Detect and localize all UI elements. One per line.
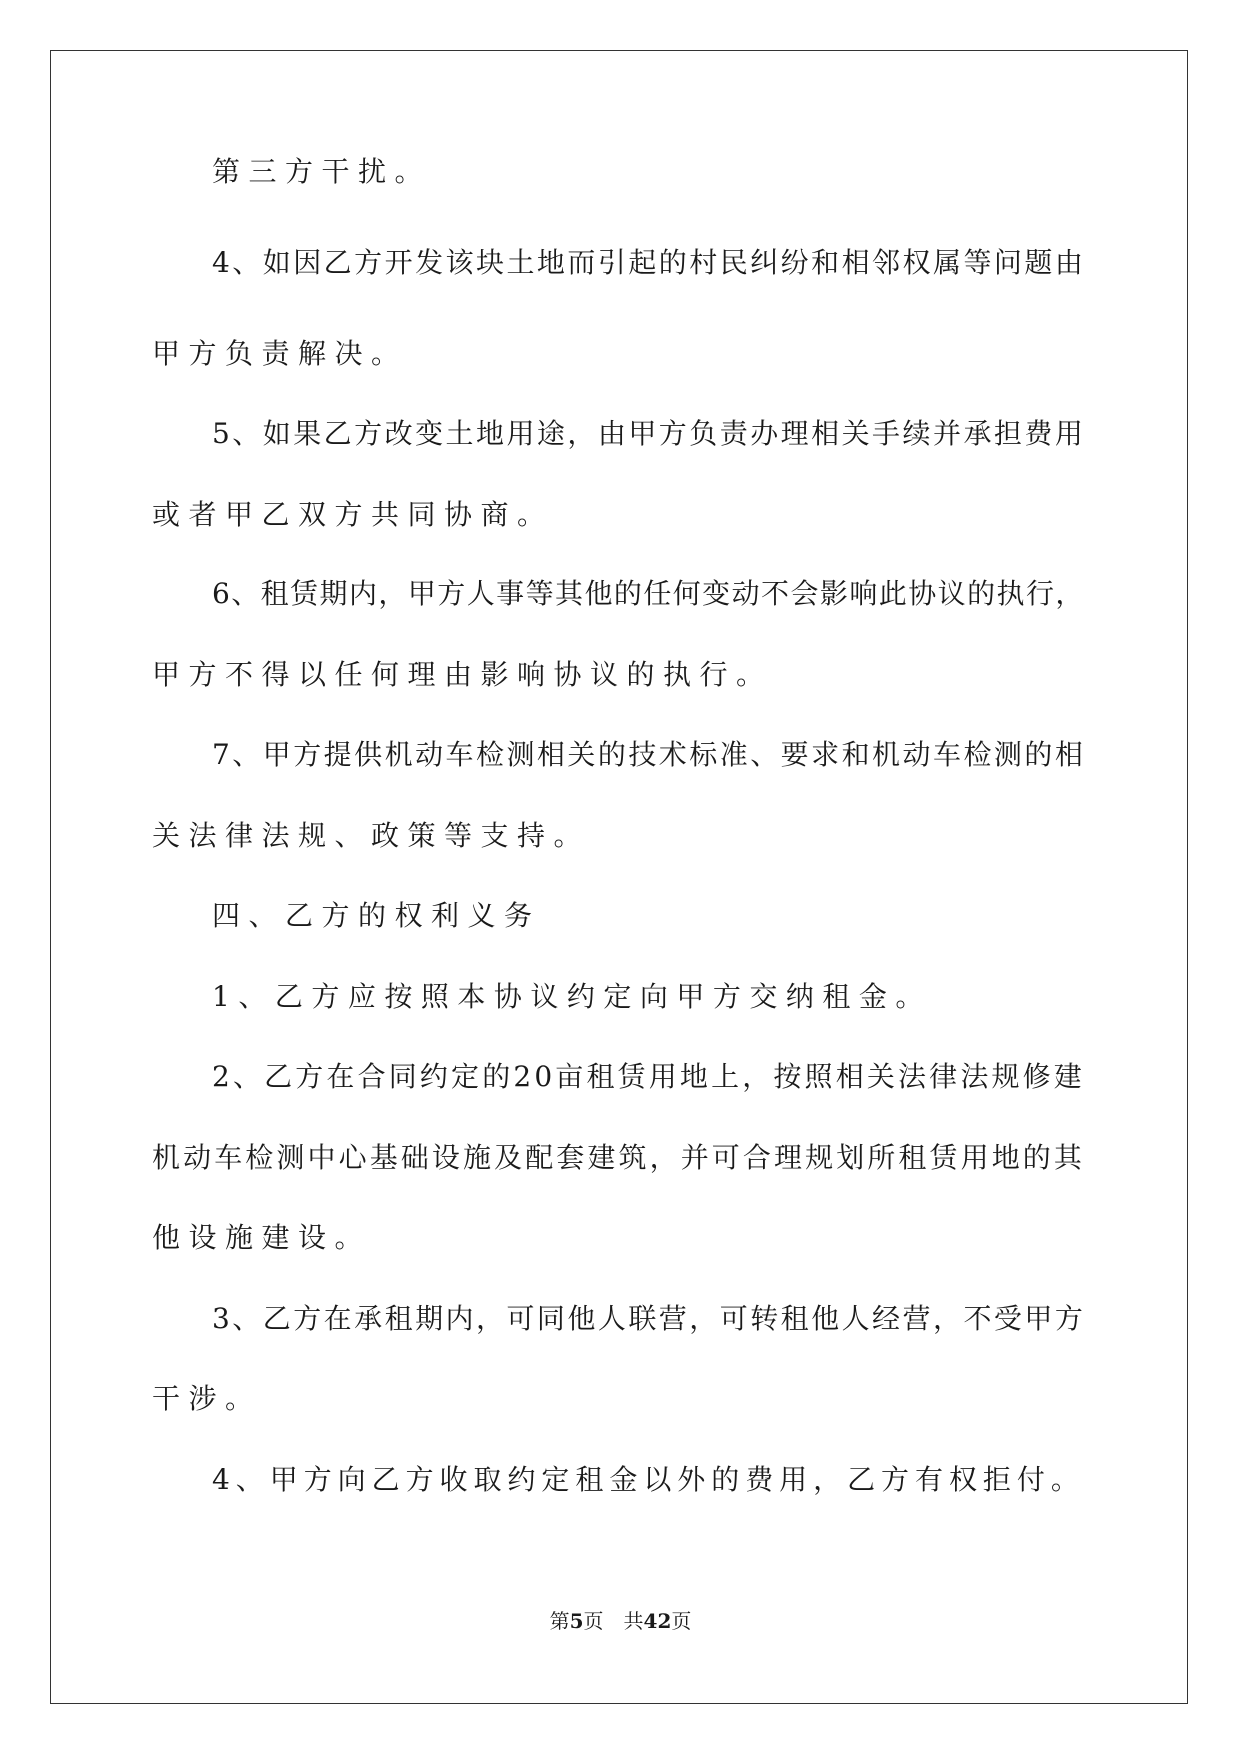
paragraph-line: 第三方干扰。	[212, 155, 432, 188]
section-heading: 四、乙方的权利义务	[212, 899, 541, 932]
paragraph-line: 甲方不得以任何理由影响协议的执行。	[152, 658, 773, 691]
paragraph-line: 机动车检测中心基础设施及配套建筑，并可合理规划所租赁用地的其	[152, 1141, 1086, 1174]
paragraph-line: 甲方负责解决。	[152, 337, 408, 370]
total-pages: 42	[643, 1609, 672, 1633]
page-number: 5	[569, 1609, 584, 1633]
paragraph-line: 或者甲乙双方共同协商。	[152, 498, 554, 531]
paragraph-line: 干涉。	[152, 1382, 262, 1415]
paragraph-line: 2、乙方在合同约定的20亩租赁用地上，按照相关法律法规修建	[212, 1060, 1085, 1093]
paragraph-line: 3、乙方在承租期内，可同他人联营，可转租他人经营，不受甲方	[212, 1302, 1086, 1335]
paragraph-line: 关法律法规、政策等支持。	[152, 819, 591, 852]
page-suffix: 页	[583, 1609, 604, 1633]
paragraph-line: 5、如果乙方改变土地用途，由甲方负责办理相关手续并承担费用	[212, 417, 1086, 450]
total-suffix: 页	[671, 1609, 692, 1633]
paragraph-line: 4、甲方向乙方收取约定租金以外的费用，乙方有权拒付。	[212, 1463, 1085, 1496]
paragraph-line: 7、甲方提供机动车检测相关的技术标准、要求和机动车检测的相	[212, 738, 1086, 771]
page-footer	[0, 1608, 1241, 1634]
total-prefix: 共	[623, 1609, 644, 1633]
paragraph-line: 他设施建设。	[152, 1221, 372, 1254]
page-border	[50, 50, 1188, 1704]
paragraph-line: 1、乙方应按照本协议约定向甲方交纳租金。	[212, 980, 932, 1013]
paragraph-line: 4、如因乙方开发该块土地而引起的村民纠纷和相邻权属等问题由	[212, 246, 1086, 279]
paragraph-line: 6、租赁期内，甲方人事等其他的任何变动不会影响此协议的执行，	[212, 577, 1085, 610]
page-prefix: 第	[549, 1609, 570, 1633]
